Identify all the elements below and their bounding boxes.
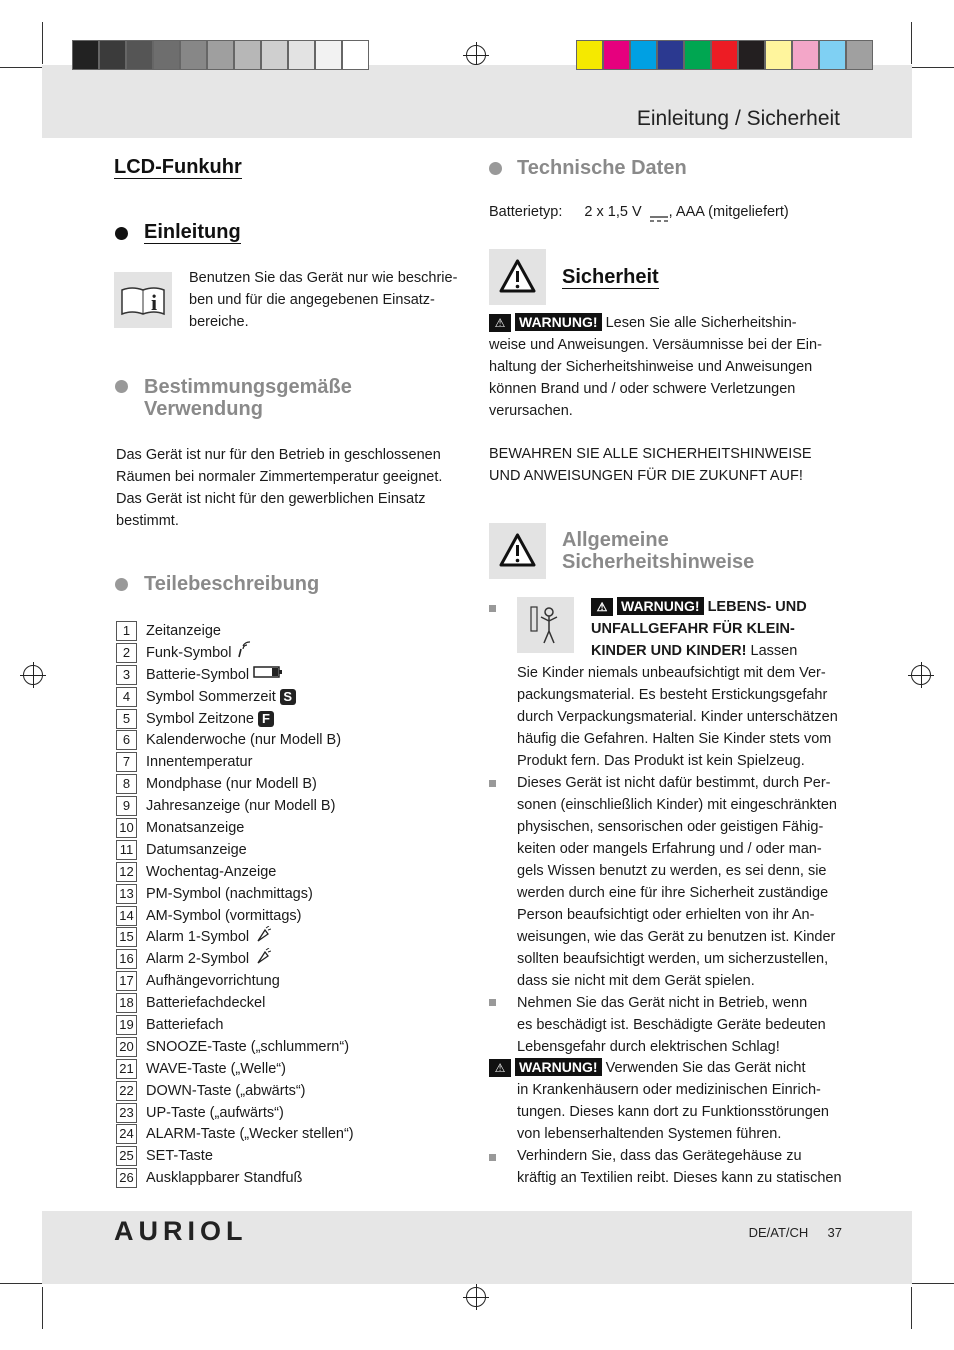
text-line: haltung der Sicherheitshinweise und Anweisungen [489,359,813,375]
part-number: 16 [116,949,137,969]
text-line: werden durch eine für ihre Sicherheit zuständige [517,885,829,901]
main-title-text: LCD-Funkuhr [114,156,242,178]
battery-icon [253,665,283,684]
part-row [116,992,354,1014]
part-label: Mondphase (nur Modell B) [146,776,317,793]
part-row [116,686,354,708]
use-text [116,444,442,532]
page-number: 37 [827,1225,842,1240]
part-number: 12 [116,862,137,882]
part-number: 3 [116,665,137,685]
text-line: Das Gerät ist nicht für den gewerblichen Einsatz [116,491,426,507]
bullet-dot-icon [115,227,128,240]
part-label: SET-Taste [146,1148,213,1165]
text-line: bestimmt. [116,513,179,529]
part-number: 2 [116,643,137,663]
text-line: können Brand und / oder schwere Verletzungen [489,381,796,397]
warning-1 [489,312,849,422]
warning-triangle-icon [489,249,546,305]
page-title: Einleitung / Sicherheit [636,107,840,130]
color-swatch [72,40,99,70]
bullet-3-text [517,992,826,1058]
color-swatch [684,40,711,70]
radio-signal-icon [235,641,253,664]
child-icon [517,597,574,653]
part-label: Symbol Sommerzeit [146,688,276,705]
bullet-dot-icon [489,162,502,175]
part-number: 25 [116,1146,137,1166]
part-label: Monatsanzeige [146,819,245,836]
part-label: SNOOZE-Taste („schlummern“) [146,1038,350,1055]
color-swatch [126,40,153,70]
part-label: Aufhängevorrichtung [146,973,280,990]
use-heading [144,376,352,420]
registration-mark-icon [911,665,931,685]
part-label: Symbol Zeitzone [146,710,254,727]
part-number: 15 [116,927,137,947]
color-swatch [657,40,684,70]
summer-time-icon: S [280,689,296,705]
text-line: bereiche. [189,314,249,330]
color-swatch [765,40,792,70]
part-number: 26 [116,1168,137,1188]
color-swatch [234,40,261,70]
registration-mark-icon [466,1287,486,1307]
part-number: 19 [116,1015,137,1035]
text-line: kräftig an Textilien reibt. Dieses kann zu statischen [517,1170,842,1186]
color-swatch [738,40,765,70]
text-line: weise und Anweisungen. Versäumnisse bei der Ein- [489,337,822,353]
text-line: physischen, sensorischen oder geistigen Fähig- [517,819,824,835]
text-line: KINDER UND KINDER! [591,643,747,659]
color-swatch [576,40,603,70]
color-swatch [180,40,207,70]
part-row [116,1145,354,1167]
part-label: Alarm 1-Symbol [146,929,250,946]
parts-list [116,620,354,1189]
bullet-dot-icon [115,578,128,591]
text-line: Lebensgefahr durch elektrischen Schlag! [517,1039,780,1055]
page-info [749,1225,842,1240]
text-line: von lebenserhaltenden Systemen führen. [517,1126,782,1142]
color-swatch [846,40,873,70]
part-label: Datumsanzeige [146,841,247,858]
battery-value: 2 x 1,5 V [584,204,642,220]
part-label: AM-Symbol (vormittags) [146,907,302,924]
warning-label: WARNUNG! [515,1058,602,1076]
part-number: 4 [116,687,137,707]
part-label: WAVE-Taste („Welle“) [146,1060,286,1077]
color-swatch [261,40,288,70]
part-number: 17 [116,971,137,991]
text-line: Räumen bei normaler Zimmertemperatur geeignet. [116,469,443,485]
intro-heading-text: Einleitung [144,221,241,243]
part-number: 6 [116,730,137,750]
part-row [116,970,354,992]
color-swatch [207,40,234,70]
text-line: es beschädigt ist. Beschädigte Geräte bedeuten [517,1017,826,1033]
part-row [116,751,354,773]
registration-mark-icon [466,45,486,65]
text-line: dass sie nicht mit dem Gerät spielen. [517,973,755,989]
text-line: Sie Kinder niemals unbeaufsichtigt mit dem Ver- [517,665,826,681]
part-row [116,620,354,642]
crop-mark [42,22,43,64]
part-label: PM-Symbol (nachmittags) [146,885,313,902]
color-swatch [819,40,846,70]
safety-heading [562,266,659,289]
color-swatch [315,40,342,70]
part-row [116,948,354,970]
part-row [116,1080,354,1102]
time-zone-icon: F [258,711,274,727]
child-warning-text [517,662,838,772]
text-line: in Krankenhäusern oder medizinischen Einrich- [517,1082,821,1098]
warning-small-icon: ⚠ [489,314,511,332]
warning-2 [489,1057,849,1145]
part-row [116,926,354,948]
bullet-4-text [517,1145,842,1189]
part-number: 14 [116,906,137,926]
text-line: Person beaufsichtigt oder erhielten von ihr An- [517,907,815,923]
battery-value-suffix: , AAA (mitgeliefert) [668,204,789,220]
safety-heading-text: Sicherheit [562,266,659,288]
part-number: 10 [116,818,137,838]
part-row [116,773,354,795]
part-row [116,905,354,927]
intro-text [189,267,457,333]
text-line: gels Wissen benutzt zu werden, es sei denn, sie [517,863,827,879]
text-line: weisungen, wie das Gerät zu benutzen ist. Kinder [517,929,836,945]
text-line: Lesen Sie alle Sicherheitshin- [605,315,797,331]
part-number: 13 [116,884,137,904]
part-number: 24 [116,1124,137,1144]
part-row [116,861,354,883]
part-row [116,1167,354,1189]
bullet-square-icon [489,780,496,787]
part-label: Kalenderwoche (nur Modell B) [146,732,342,749]
text-line: Benutzen Sie das Gerät nur wie beschrie- [189,270,458,286]
color-swatch [630,40,657,70]
part-row [116,817,354,839]
text-line: durch Verpackungsmaterial. Kinder unterschätzen [517,709,838,725]
bullet-square-icon [489,1154,496,1161]
text-line: Das Gerät ist nur für den Betrieb in geschlossenen [116,447,441,463]
text-line: BEWAHREN SIE ALLE SICHERHEITSHINWEISE [489,446,812,462]
part-row [116,729,354,751]
part-label: ALARM-Taste („Wecker stellen“) [146,1126,354,1143]
grayscale-color-bar [72,40,369,70]
text-line: sollten beaufsichtigt werden, um sicherzustellen, [517,951,829,967]
heading-line: Sicherheitshinweise [562,551,755,573]
part-number: 21 [116,1059,137,1079]
bullet-square-icon [489,999,496,1006]
registration-mark-icon [23,665,43,685]
part-row [116,883,354,905]
part-number: 7 [116,752,137,772]
part-number: 5 [116,709,137,729]
heading-line: Allgemeine [562,529,669,551]
warning-label: WARNUNG! [617,597,704,615]
general-heading [562,529,754,573]
color-swatch [99,40,126,70]
bullet-square-icon [489,605,496,612]
part-row [116,1102,354,1124]
crop-mark [909,1283,954,1284]
bullet-2-text [517,772,837,992]
parts-heading: Teilebeschreibung [144,573,320,595]
color-swatch [153,40,180,70]
part-label: Batteriefach [146,1016,224,1033]
crop-mark [911,1287,912,1329]
text-line: Lassen [750,643,798,659]
main-title [114,156,242,179]
part-number: 23 [116,1103,137,1123]
part-label: Zeitanzeige [146,622,221,639]
part-row [116,839,354,861]
part-label: Batteriefachdeckel [146,995,266,1012]
text-line: ben und für die angegebenen Einsatz- [189,292,435,308]
part-label: Jahresanzeige (nur Modell B) [146,798,336,815]
heading-line: Bestimmungsgemäße [144,376,352,398]
part-row [116,1036,354,1058]
part-label: Funk-Symbol [146,644,232,661]
part-label: Alarm 2-Symbol [146,951,250,968]
crop-mark [909,67,954,68]
part-row [116,1058,354,1080]
svg-text:i: i [151,290,158,315]
text-line: verursachen. [489,403,573,419]
text-line: UND ANWEISUNGEN FÜR DIE ZUKUNFT AUF! [489,468,803,484]
info-book-icon [114,272,172,328]
crop-mark [911,22,912,64]
color-swatch [711,40,738,70]
tech-heading: Technische Daten [517,157,687,179]
text-line: häufig die Gefahren. Halten Sie Kinder stets vom [517,731,832,747]
part-row [116,795,354,817]
part-label: Ausklappbarer Standfuß [146,1170,303,1187]
warning-small-icon: ⚠ [591,598,613,616]
warning-label: WARNUNG! [515,313,602,331]
intro-heading [144,221,241,244]
child-warning-head [591,596,851,662]
text-line: Verhindern Sie, dass das Gerätegehäuse zu [517,1148,802,1164]
heading-line: Verwendung [144,398,263,420]
warning-small-icon: ⚠ [489,1059,511,1077]
color-swatch [288,40,315,70]
text-line: UNFALLGEFAHR FÜR KLEIN- [591,621,795,637]
color-swatch [342,40,369,70]
text-line: packungsmaterial. Es besteht Erstickungsgefahr [517,687,828,703]
text-line: Dieses Gerät ist nicht dafür bestimmt, durch Per- [517,775,831,791]
part-label: UP-Taste („aufwärts“) [146,1104,284,1121]
part-label: DOWN-Taste („abwärts“) [146,1082,306,1099]
battery-label: Batterietyp: [489,204,563,220]
crop-mark [0,67,45,68]
part-number: 11 [116,840,137,860]
part-row [116,1014,354,1036]
part-number: 1 [116,621,137,641]
text-line: LEBENS- UND [707,599,807,615]
text-line: sonen (einschließlich Kinder) mit eingeschränkten [517,797,837,813]
alarm-bell-icon [253,926,271,949]
part-label: Batterie-Symbol [146,666,250,683]
part-row [116,642,354,664]
process-color-bar [576,40,873,70]
color-swatch [603,40,630,70]
part-label: Wochentag-Anzeige [146,863,277,880]
text-line: tungen. Dieses kann dort zu Funktionsstörungen [517,1104,829,1120]
part-number: 22 [116,1081,137,1101]
keep-notice [489,443,812,487]
dc-symbol-icon [649,208,669,216]
text-line: Nehmen Sie das Gerät nicht in Betrieb, wenn [517,995,808,1011]
part-row [116,708,354,730]
color-swatch [792,40,819,70]
crop-mark [0,1283,45,1284]
part-label: Innentemperatur [146,754,253,771]
part-number: 9 [116,796,137,816]
text-line: Verwenden Sie das Gerät nicht [605,1060,806,1076]
part-row [116,1123,354,1145]
part-row [116,664,354,686]
alarm-bell-icon [253,948,271,971]
part-number: 20 [116,1037,137,1057]
text-line: keiten oder mangels Erfahrung und / oder man- [517,841,822,857]
text-line: Produkt fern. Das Produkt ist kein Spielzeug. [517,753,805,769]
bullet-dot-icon [115,380,128,393]
battery-spec [489,201,789,223]
part-number: 8 [116,774,137,794]
crop-mark [42,1287,43,1329]
brand-logo: AURIOL [114,1216,248,1246]
locale-label: DE/AT/CH [748,1225,809,1240]
warning-triangle-icon [489,523,546,579]
part-number: 18 [116,993,137,1013]
